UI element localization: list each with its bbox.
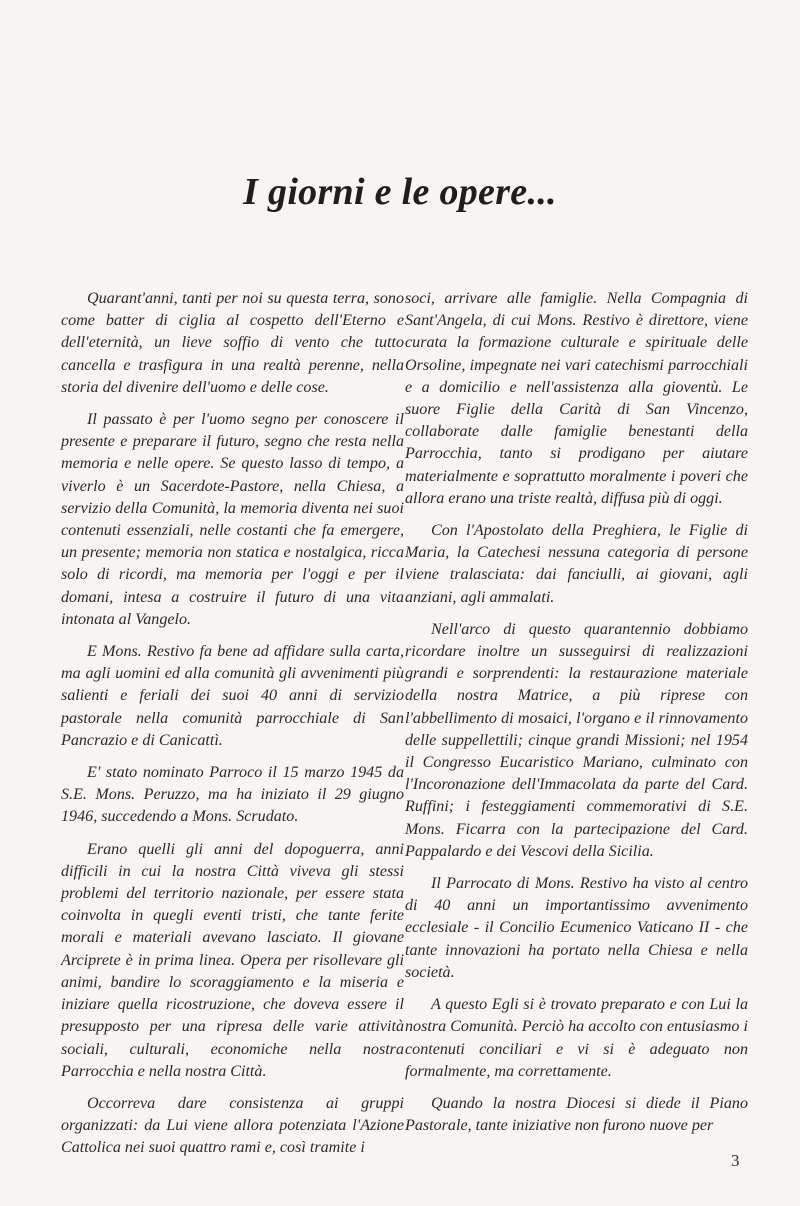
left-column [61, 288, 404, 1170]
paragraph: Nell'arco di questo quarantennio dobbiamo ricordare inoltre un susseguirsi di realizzazioni grandi e sorprendenti: la restaurazione materiale della nostra Matrice, a più riprese con l'abbellimento di mosaici, l'organo e il rinnovamento delle suppellettili; cinque grandi Missioni; nel 1954 il Congresso Eucaristico Mariano, culminato con l'Incoronazione dell'Immacolata da parte del Card. Ruffini; i festeggiamenti commemorativi di S.E. Mons. Ficarra con la partecipazione del Card. Pappalardo e dei Vescovi della Sicilia. [405, 620, 748, 860]
paragraph: Quando la nostra Diocesi si diede il Piano Pastorale, tante iniziative non furono nuove per [405, 1094, 748, 1135]
paragraph: E Mons. Restivo fa bene ad affidare sulla carta, ma agli uomini ed alla comunità gli avvenimenti più salienti e feriali dei suoi 40 anni di servizio pastorale nella comunità parrocchiale di San Pancrazio e di Canicattì. [61, 643, 404, 749]
paragraph: Il Parrocato di Mons. Restivo ha visto al centro di 40 anni un importantissimo avvenimento ecclesiale - il Concilio Ecumenico Vaticano II - che tante innovazioni ha portato nella Chiesa e nella società. [405, 875, 748, 981]
page-number: 3 [731, 1151, 740, 1170]
page-title: I giorni e le opere... [243, 171, 557, 213]
right-column [405, 288, 748, 1147]
paragraph: Il passato è per l'uomo segno per conoscere il presente e preparare il futuro, segno che resta nella memoria e nelle opere. Se questo lasso di tempo, a viverlo è un Sacerdote-Pastore, nella Chiesa, a servizio della Comunità, la memoria diventa nei suoi contenuti essenziali, nelle costanti che fa emergere, un presente; memoria non statica e nostalgica, ricca solo di ricordi, ma memoria per l'oggi e per il domani, intesa a costruire il futuro di una vita intonata al Vangelo. [61, 411, 404, 628]
paragraph: Quarant'anni, tanti per noi su questa terra, sono come batter di ciglia al cospetto dell'Eterno e dell'eternità, un lieve soffio di vento che tutto cancella e trasfigura in una realtà perenne, nella storia del divenire dell'uomo e delle cose. [61, 290, 404, 396]
paragraph: E' stato nominato Parroco il 15 marzo 1945 da S.E. Mons. Peruzzo, ma ha iniziato il 29 giugno 1946, succedendo a Mons. Scrudato. [61, 764, 404, 826]
paragraph: Erano quelli gli anni del dopoguerra, anni difficili in cui la nostra Città viveva gli stessi problemi del territorio nazionale, per essere stata coinvolta in quegli eventi tristi, che tante ferite morali e materiali avevano lasciato. Il giovane Arciprete è in prima linea. Opera per risollevare gli animi, bandire lo scoraggiamento e la miseria e iniziare quella ricostruzione, che doveva essere il presupposto per una ripresa delle varie attività sociali, culturali, economiche nella nostra Parrocchia e nella nostra Città. [61, 840, 404, 1080]
paragraph: Occorreva dare consistenza ai gruppi organizzati: da Lui viene allora potenziata l'Azione Cattolica nei suoi quattro rami e, così tramite i [61, 1094, 404, 1157]
paragraph: A questo Egli si è trovato preparato e con Lui la nostra Comunità. Perciò ha accolto con entusiasmo i contenuti conciliari e vi si è adeguato non formalmente, ma correttamente. [405, 996, 748, 1080]
paragraph: Con l'Apostolato della Preghiera, le Figlie di Maria, la Catechesi nessuna categoria di persone viene tralasciata: dai fanciulli, ai giovani, agli anziani, agli ammalati. [405, 522, 748, 606]
paragraph-continued: soci, arrivare alle famiglie. Nella Compagnia di Sant'Angela, di cui Mons. Restivo è direttore, viene curata la formazione culturale e spirituale delle Orsoline, impegnate nei vari catechismi parrocchiali e a domicilio e nell'assistenza alla gioventù. Le suore Figlie della Carità di San Vincenzo, collaborate dalle famiglie benestanti della Parrocchia, tanto si prodigano per aiutare materialmente e soprattutto moralmente i poveri che allora erano una triste realtà, diffusa più di oggi. [405, 290, 748, 507]
